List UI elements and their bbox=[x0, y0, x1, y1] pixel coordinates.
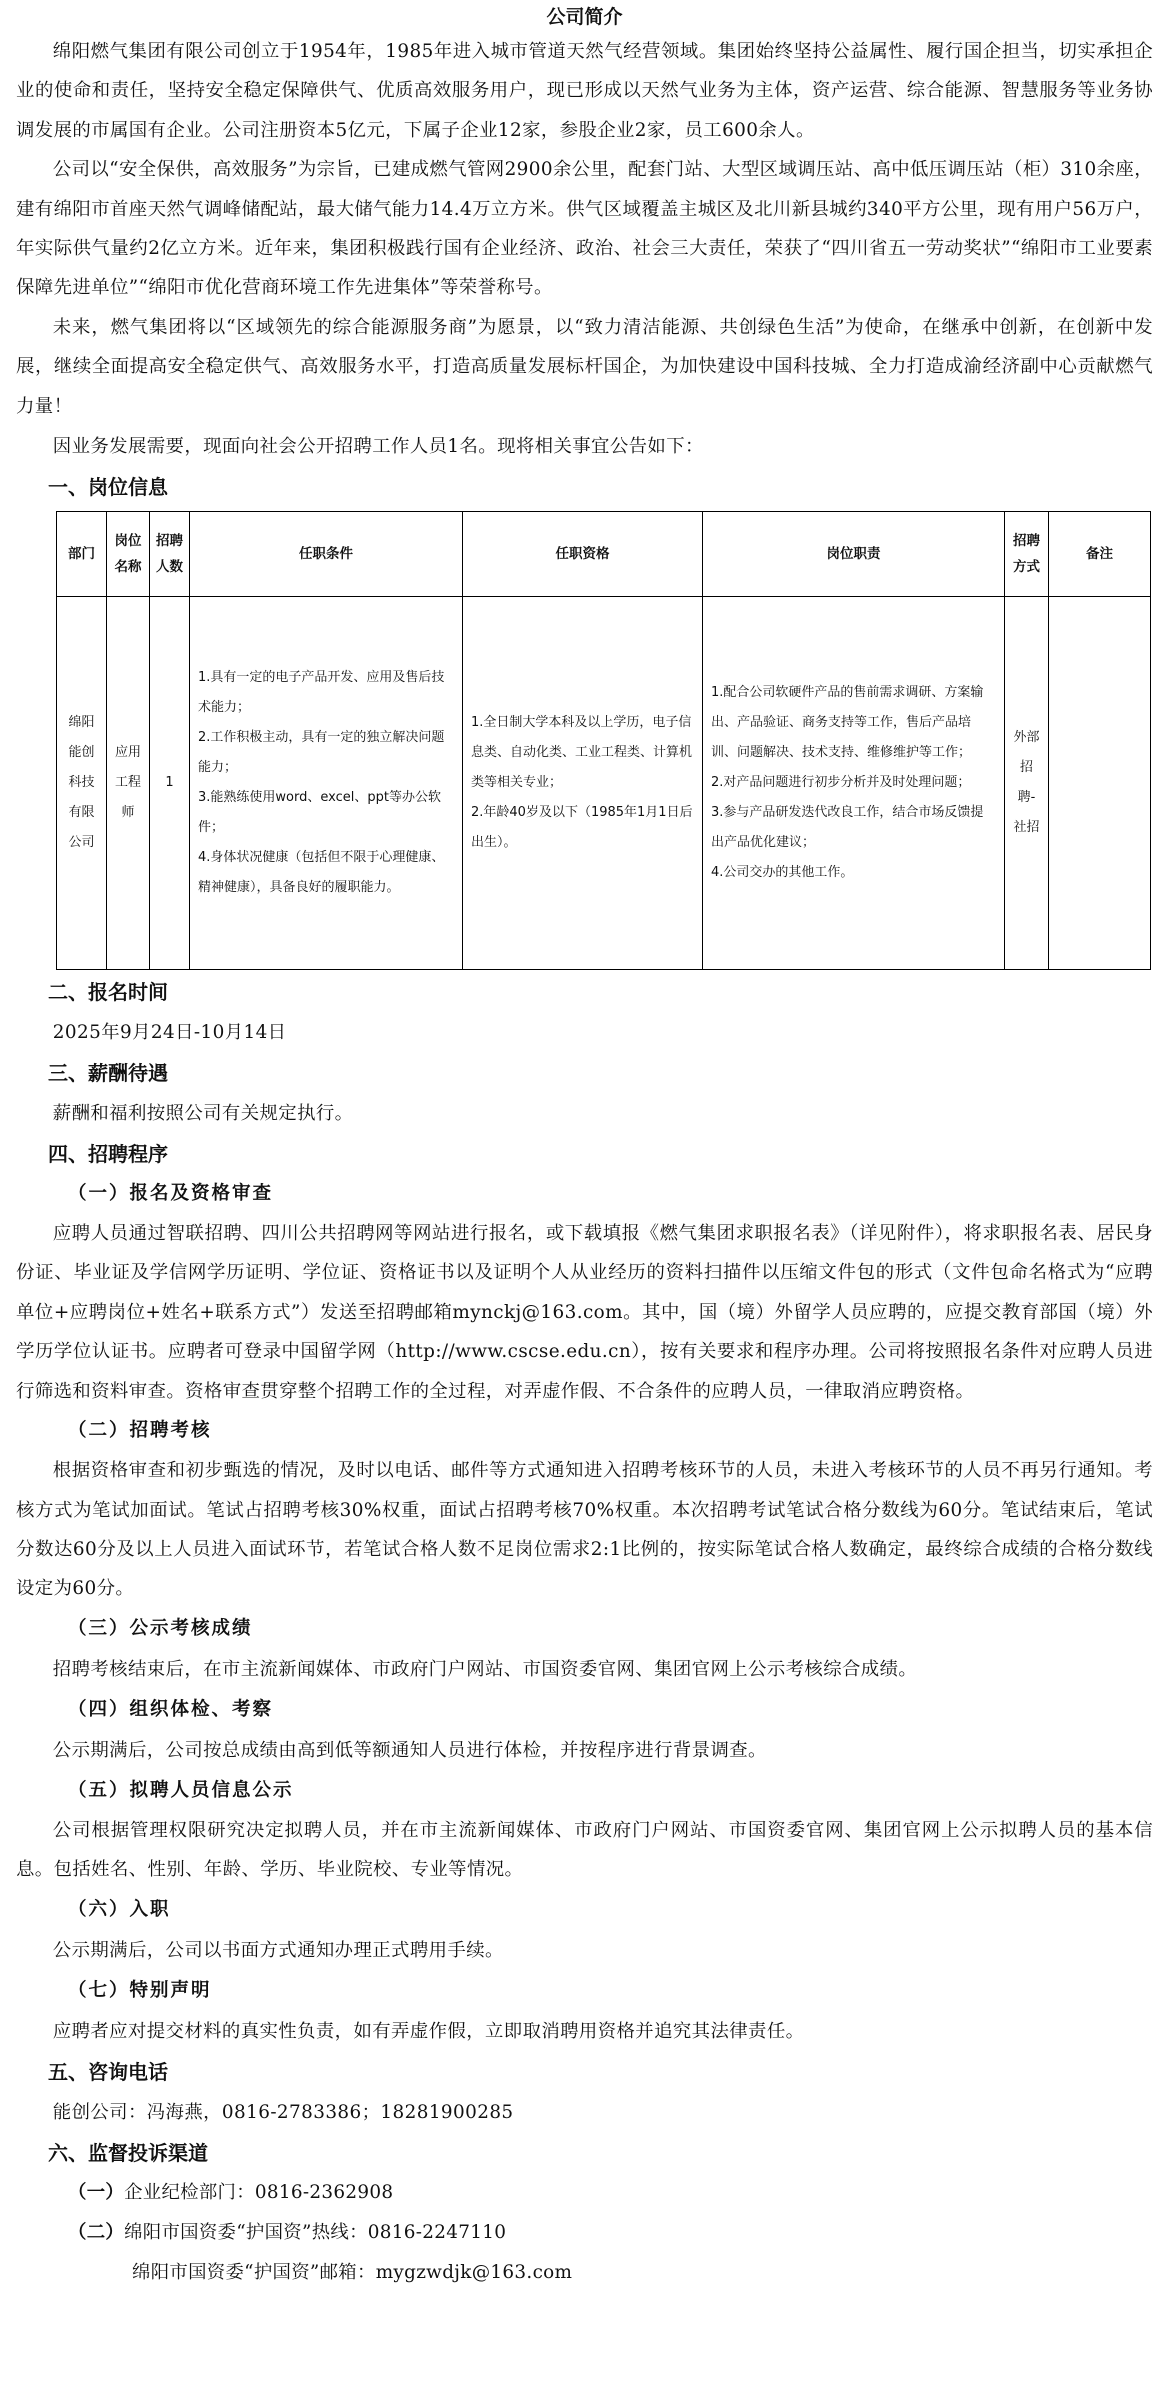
section-heading-contact: 五、咨询电话 bbox=[48, 2059, 168, 2084]
step-title: （七）特别声明 bbox=[68, 1979, 212, 2001]
contact-phone: 能创公司：冯海燕，0816-2783386；18281900285 bbox=[52, 2101, 514, 2123]
section-heading-registration: 二、报名时间 bbox=[48, 980, 168, 1005]
step-text: 公示期满后，公司以书面方式通知办理正式聘用手续。 bbox=[52, 1939, 504, 1961]
intro-paragraph: 绵阳燃气集团有限公司创立于1954年，1985年进入城市管道天然气经营领域。集团始终坚持公益属性、履行国企担当，切实承担企业的使命和责任，坚持安全稳定保障供气、优质高效服务用户，现已形成以天然气业务为主体，资产运营、综合能源、智慧服务等业务协调发展的市属国有企业。公司注册资本5亿元，下属子企业12家，参股企业2家，员工600余人。 bbox=[16, 41, 1153, 141]
section-heading-complaint: 六、监督投诉渠道 bbox=[48, 2140, 208, 2165]
duty-item: 4.公司交办的其他工作。 bbox=[711, 865, 854, 881]
section-heading-procedure: 四、招聘程序 bbox=[48, 1142, 168, 1167]
header-cell: 岗位职责 bbox=[703, 512, 1005, 597]
step-text: 应聘人员通过智联招聘、四川公共招聘网等网站进行报名，或下载填报《燃气集团求职报名表》（详见附件），将求职报名表、居民身份证、毕业证及学信网学历证明、学位证、资格证书以及证明个人从业经历的资料扫描件以压缩文件包的形式（文件包命名格式为“应聘单位+应聘岗位+姓名+联系方式”）发送至招聘邮箱mynckj@163.com。其中，国（境）外留学人员应聘的，应提交教育部国（境）外学历学位认证书。应聘者可登录中国留学网（http://www.cscse.edu.cn），按有关要求和程序办理。公司将按照报名条件对应聘人员进行筛选和资料审查。资格审查贯穿整个招聘工作的全过程，对弄虚作假、不合条件的应聘人员，一律取消应聘资格。 bbox=[16, 1223, 1153, 1402]
dept-cell: 绵阳能创科技有限公司 bbox=[57, 597, 107, 970]
header-cell: 招聘人数 bbox=[150, 512, 190, 597]
duty-item: 3.参与产品研发迭代改良工作，结合市场反馈提出产品优化建议； bbox=[711, 805, 984, 851]
step-text: 根据资格审查和初步甄选的情况，及时以电话、邮件等方式通知进入招聘考核环节的人员，未进入考核环节的人员不再另行通知。考核方式为笔试加面试。笔试占招聘考核30%权重，面试占招聘考核70%权重。本次招聘考试笔试合格分数线为60分。笔试结束后，笔试分数达60分及以上人员进入面试环节，若笔试合格人数不足岗位需求2:1比例的，按实际笔试合格人数确定，最终综合成绩的合格分数线设定为60分。 bbox=[16, 1460, 1153, 1600]
qualification-item: 1.全日制大学本科及以上学历，电子信息类、自动化类、工业工程类、计算机类等相关专业； bbox=[471, 715, 693, 791]
table-row bbox=[57, 597, 1151, 970]
method-cell: 外部招聘-社招 bbox=[1005, 597, 1049, 970]
step-text: 公司根据管理权限研究决定拟聘人员，并在市主流新闻媒体、市政府门户网站、市国资委官网、集团官网上公示拟聘人员的基本信息。包括姓名、性别、年龄、学历、毕业院校、专业等情况。 bbox=[16, 1819, 1153, 1881]
complaint-item bbox=[68, 2213, 1153, 2253]
step-text: 应聘者应对提交材料的真实性负责，如有弄虚作假，立即取消聘用资格并追究其法律责任。 bbox=[52, 2020, 805, 2042]
qualifications-cell bbox=[463, 597, 703, 970]
complaint-label: （二） bbox=[68, 2221, 125, 2243]
header-cell: 招聘方式 bbox=[1005, 512, 1049, 597]
header-cell: 部门 bbox=[57, 512, 107, 597]
salary-text: 薪酬和福利按照公司有关规定执行。 bbox=[52, 1103, 354, 1125]
complaint-label: （一） bbox=[68, 2181, 125, 2203]
duty-item: 2.对产品问题进行初步分析并及时处理问题； bbox=[711, 775, 971, 791]
duties-cell bbox=[703, 597, 1005, 970]
complaint-text: 绵阳市国资委“护国资”热线：0816-2247110 bbox=[124, 2221, 507, 2243]
step-text: 招聘考核结束后，在市主流新闻媒体、市政府门户网站、市国资委官网、集团官网上公示考核综合成绩。 bbox=[52, 1658, 918, 1680]
registration-period: 2025年9月24日-10月14日 bbox=[52, 1022, 287, 1044]
step-text: 公示期满后，公司按总成绩由高到低等额通知人员进行体检，并按程序进行背景调查。 bbox=[52, 1739, 767, 1761]
condition-item: 1.具有一定的电子产品开发、应用及售后技术能力； bbox=[198, 670, 445, 716]
header-cell: 任职条件 bbox=[190, 512, 463, 597]
header-cell: 岗位名称 bbox=[107, 512, 150, 597]
position-table bbox=[56, 511, 1151, 970]
duty-item: 1.配合公司软硬件产品的售前需求调研、方案输出、产品验证、商务支持等工作，售后产品培训、问题解决、技术支持、维修维护等工作； bbox=[711, 685, 984, 761]
step-title: （六）入职 bbox=[68, 1898, 171, 1920]
document-page bbox=[0, 2, 1171, 2401]
complaint-text: 企业纪检部门：0816-2362908 bbox=[124, 2181, 394, 2203]
conditions-cell bbox=[190, 597, 463, 970]
page-title: 公司简介 bbox=[546, 6, 623, 28]
intro-paragraph: 公司以“安全保供，高效服务”为宗旨，已建成燃气管网2900余公里，配套门站、大型区域调压站、高中低压调压站（柜）310余座，建有绵阳市首座天然气调峰储配站，最大储气能力14.4万立方米。供气区域覆盖主城区及北川新县城约340平方公里，现有用户56万户，年实际供气量约2亿立方米。近年来，集团积极践行国有企业经济、政治、社会三大责任，荣获了“四川省五一劳动奖状”“绵阳市工业要素保障先进单位”“绵阳市优化营商环境工作先进集体”等荣誉称号。 bbox=[16, 159, 1154, 299]
step-title: （一）报名及资格审查 bbox=[68, 1183, 274, 1205]
complaint-item bbox=[68, 2173, 1153, 2213]
intro-paragraph: 未来，燃气集团将以“区域领先的综合能源服务商”为愿景，以“致力清洁能源、共创绿色生活”为使命，在继承中创新，在创新中发展，继续全面提高安全稳定供气、高效服务水平，打造高质量发展标杆国企，为加快建设中国科技城、全力打造成渝经济副中心贡献燃气力量！ bbox=[16, 316, 1153, 417]
condition-item: 4.身体状况健康（包括但不限于心理健康、精神健康），具备良好的履职能力。 bbox=[198, 850, 445, 896]
table-header-row bbox=[57, 512, 1151, 597]
complaint-email: 绵阳市国资委“护国资”邮箱：mygzwdjk@163.com bbox=[132, 2261, 573, 2283]
section-heading-salary: 三、薪酬待遇 bbox=[48, 1061, 168, 1086]
step-title: （三）公示考核成绩 bbox=[68, 1617, 253, 1639]
condition-item: 2.工作积极主动，具有一定的独立解决问题能力； bbox=[198, 730, 445, 776]
condition-item: 3.能熟练使用word、excel、ppt等办公软件； bbox=[198, 790, 441, 836]
step-title: （四）组织体检、考察 bbox=[68, 1698, 274, 1720]
header-cell: 任职资格 bbox=[463, 512, 703, 597]
qualification-item: 2.年龄40岁及以下（1985年1月1日后出生）。 bbox=[471, 805, 693, 851]
position-cell: 应用工程师 bbox=[107, 597, 150, 970]
step-title: （五）拟聘人员信息公示 bbox=[68, 1779, 294, 1801]
count-cell: 1 bbox=[150, 597, 190, 970]
step-title: （二）招聘考核 bbox=[68, 1420, 212, 1442]
intro-announcement: 因业务发展需要，现面向社会公开招聘工作人员1名。现将相关事宜公告如下： bbox=[52, 436, 704, 458]
header-cell: 备注 bbox=[1049, 512, 1151, 597]
section-heading-positions: 一、岗位信息 bbox=[48, 475, 168, 500]
remark-cell bbox=[1049, 597, 1151, 970]
